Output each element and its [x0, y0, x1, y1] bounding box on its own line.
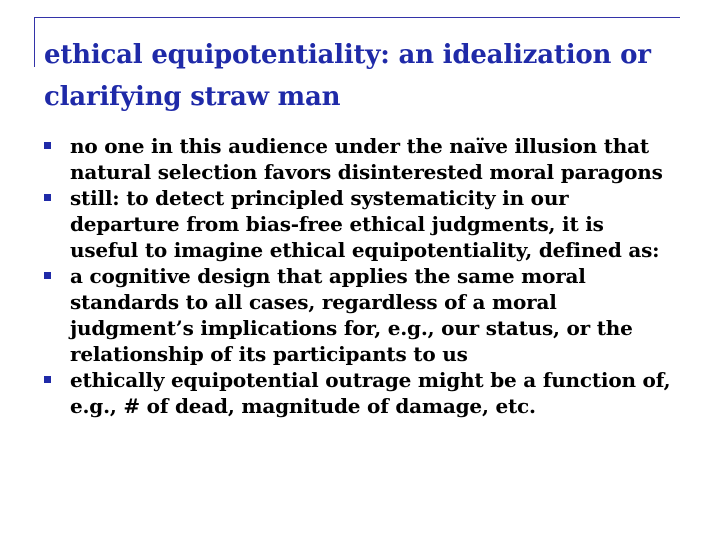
- bullet-item: [44, 263, 674, 367]
- bullet-item: [44, 133, 674, 185]
- title-rule-vertical: [34, 17, 35, 67]
- bullet-list: [44, 133, 674, 419]
- square-bullet-icon: [44, 194, 51, 201]
- bullet-text: no one in this audience under the naïve illusion that natural selection favors disinterested moral paragons: [70, 134, 663, 184]
- bullet-text: ethically equipotential outrage might be a function of, e.g., # of dead, magnitude of damage, etc.: [70, 368, 671, 418]
- title-rule-horizontal: [34, 17, 680, 18]
- bullet-item: [44, 185, 674, 263]
- slide-title: ethical equipotentiality: an idealization or clarifying straw man: [44, 40, 651, 112]
- bullet-text: still: to detect principled systematicity in our departure from bias-free ethical judgments, it is useful to imagine ethical equipotentiality, defined as:: [70, 186, 660, 262]
- square-bullet-icon: [44, 376, 51, 383]
- square-bullet-icon: [44, 142, 51, 149]
- bullet-text: a cognitive design that applies the same moral standards to all cases, regardless of a moral judgment’s implications for, e.g., our status, or the relationship of its participants to us: [70, 264, 633, 366]
- bullet-item: [44, 367, 674, 419]
- square-bullet-icon: [44, 272, 51, 279]
